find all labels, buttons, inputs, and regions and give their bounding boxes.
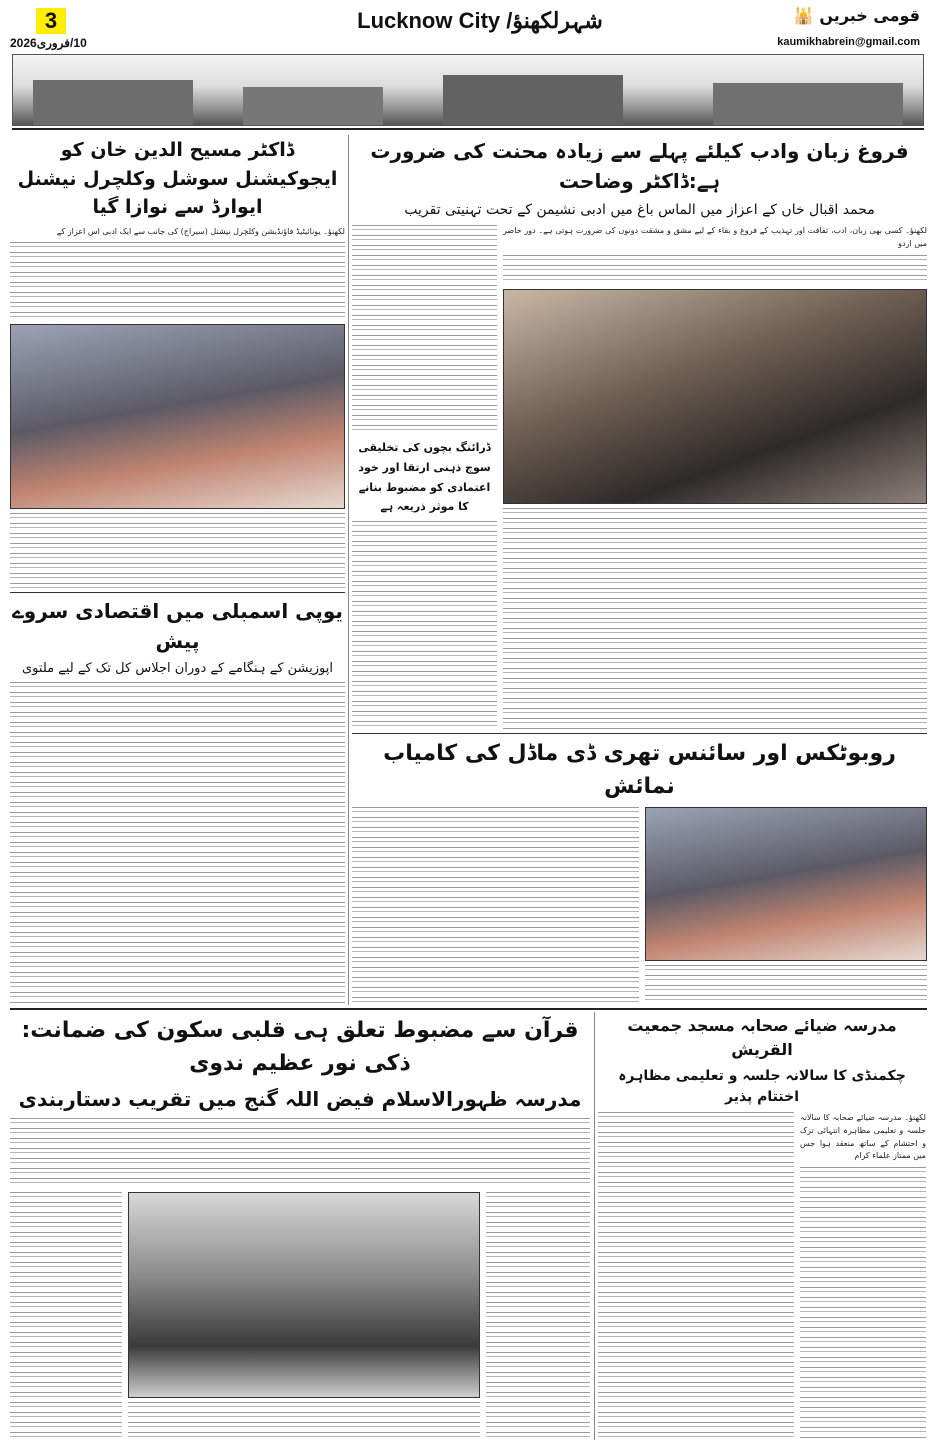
urdu-event-headline: فروغ زبان وادب کیلئے پہلے سے زیادہ محنت کی ضرورت ہے:ڈاکٹر وضاحت <box>370 139 909 193</box>
madrasa-story <box>598 1014 926 1438</box>
drawing-pullquote: ڈرائنگ بچوں کی تخلیقی سوچ ذہنی ارتقا اور خود اعتمادی کو مضبوط بنانے کا موثر ذریعہ ہے <box>358 440 491 514</box>
urdu-event-subheadline: محمد اقبال خاں کے اعزاز میں الماس باغ میں ادبی نشیمن کے تحت تہنیتی تقریب <box>404 202 875 218</box>
urdu-event-left-column <box>352 225 497 730</box>
logo-text: قومی خبریں <box>819 6 920 25</box>
robotics-headline: روبوٹکس اور سائنس تھری ڈی ماڈل کی کامیاب نمائش <box>383 741 896 799</box>
divider <box>352 733 927 734</box>
urdu-event-lead: لکھنؤ۔ کسی بھی زبان، ادب، ثقافت اور تہذیب کے فروغ و بقاء کے لیے مشق و مشقت دونوں کی ضرورت ہوتی ہے۔ دور حاضر میں اردو <box>503 226 927 248</box>
madrasa-columns <box>598 1112 926 1438</box>
quran-body-text-3 <box>486 1192 590 1438</box>
quran-subheadline: مدرسہ ظہورالاسلام فیض اللہ گنج میں تقریب دستاربندی <box>18 1087 582 1111</box>
madrasa-headline: مدرسہ ضیائے صحابہ مسجد جمعیت القریش <box>627 1016 897 1059</box>
header-rule <box>12 128 924 130</box>
robotics-body-text-2 <box>645 965 927 1004</box>
urdu-event-columns <box>352 225 927 730</box>
robotics-photo-column <box>645 807 927 1004</box>
urdu-event-group-photo <box>503 289 927 504</box>
robotics-exhibition-photo <box>645 807 927 961</box>
award-ceremony-photo <box>10 324 345 509</box>
robotics-story <box>352 737 927 1004</box>
robotics-columns <box>352 807 927 1004</box>
quran-columns <box>10 1192 590 1438</box>
quran-story <box>10 1014 590 1438</box>
award-body-text-2 <box>10 513 345 590</box>
divider <box>10 592 345 593</box>
madrasa-right-column <box>800 1112 926 1438</box>
robotics-body-text <box>352 807 639 1004</box>
section-title: Lucknow City /شہرلکھنؤ <box>357 8 603 33</box>
quran-body-text-2 <box>10 1192 122 1438</box>
contact-email[interactable]: kaumikhabrein@gmail.com <box>777 36 920 48</box>
issue-date: 10/فروری2026 <box>10 36 87 50</box>
urdu-event-body-text-4 <box>503 508 927 730</box>
award-headline: ڈاکٹر مسیح الدین خان کو ایجوکیشنل سوشل وکلچرل نیشنل ایوارڈ سے نوازا گیا <box>17 139 338 218</box>
assembly-story <box>10 596 345 1004</box>
madrasa-subheadline: چکمنڈی کا سالانہ جلسہ و تعلیمی مظاہرہ اختتام پذیر <box>618 1068 906 1105</box>
section-rule <box>10 1008 927 1010</box>
urdu-event-story <box>352 136 927 730</box>
award-lead: لکھنؤ۔ یونائیٹیڈ فاؤنڈیشن وکلچرل نیشنل (سیراج) کی جانب سے ایک ادبی اس اعزاز کے <box>56 226 345 236</box>
quran-body-text <box>10 1118 590 1188</box>
urdu-event-body-text-2 <box>352 225 497 434</box>
assembly-body-text <box>10 682 345 1005</box>
assembly-subheadline: اپوزیشن کے ہنگامے کے دوران اجلاس کل تک کے لیے ملتوی <box>22 661 333 676</box>
award-story <box>10 136 345 590</box>
column-divider <box>594 1012 595 1440</box>
quran-photo-column <box>128 1192 480 1438</box>
urdu-event-body-text-3 <box>352 521 497 730</box>
madrasa-body-text-2 <box>598 1112 794 1438</box>
quran-headline: قرآن سے مضبوط تعلق ہی قلبی سکون کی ضمانت: ذکی نور عظیم ندوی <box>21 1018 579 1076</box>
lucknow-skyline-banner <box>12 54 924 126</box>
page-number-badge: 3 <box>36 8 66 34</box>
dastarbandi-ceremony-photo <box>128 1192 480 1398</box>
column-divider <box>348 135 349 1005</box>
madrasa-lead: لکھنؤ۔ مدرسہ ضیائے صحابہ کا سالانہ جلسہ و تعلیمی مظاہرہ انتہائی تزک و احتشام کے ساتھ منعقد ہوا جس میں ممتاز علماء کرام <box>800 1113 926 1161</box>
mosque-icon: 🕌 <box>793 6 814 25</box>
madrasa-body-text <box>800 1167 926 1438</box>
newspaper-logo <box>794 6 920 25</box>
quran-body-text-4 <box>128 1402 480 1438</box>
award-body-text <box>10 242 345 319</box>
assembly-headline: یوپی اسمبلی میں اقتصادی سروے پیش <box>12 599 343 653</box>
urdu-event-body-text <box>503 255 927 285</box>
urdu-event-right-column <box>503 225 927 730</box>
